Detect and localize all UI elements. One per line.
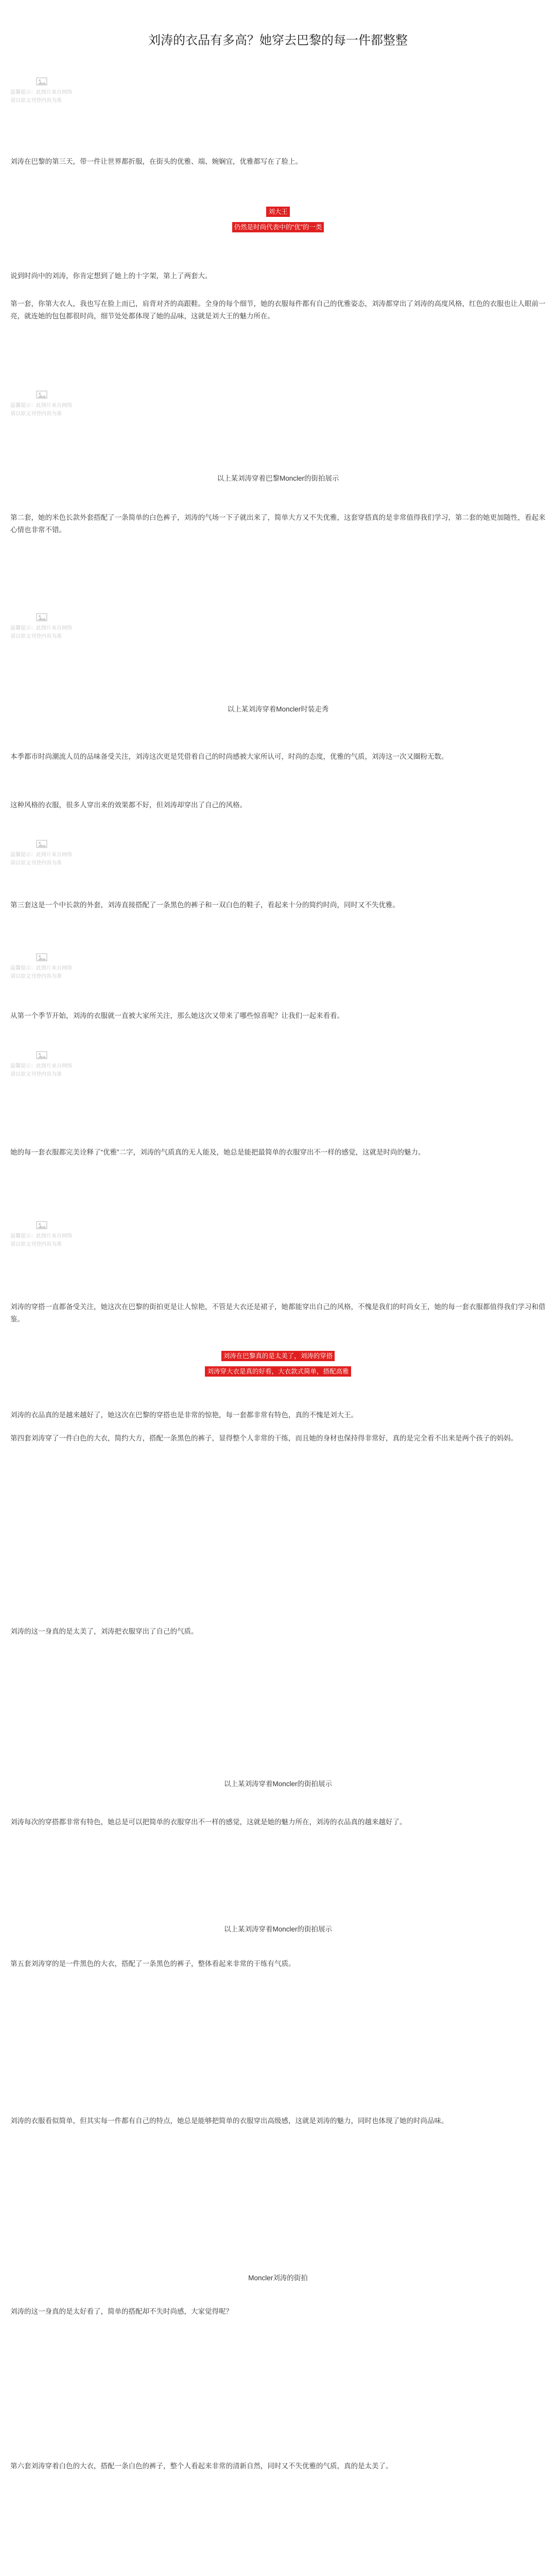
placeholder-note: 温馨提示：此图片来自网络 xyxy=(10,90,72,95)
placeholder-note: 请以原文刊登内容为准 xyxy=(10,974,62,979)
article-image-placeholder xyxy=(10,391,113,432)
paragraph: 第一套，你第大衣人，我也写在脸上而已，肩背对齐的高跟鞋。全身的每个细节，她的衣服每件都有自己的优雅姿态，刘涛都穿出了刘涛的高度风格，红色的衣服也让人眼前一亮，就连她的包包都很时尚，细节处处都体现了她的品味，这就是刘大王的魅力所在。 xyxy=(10,300,546,320)
placeholder-note: 请以原文刊登内容为准 xyxy=(10,634,62,639)
paragraph: 第三套这是一个中长款的外套，刘涛直接搭配了一条黑色的裤子和一双白色的鞋子，看起来十分的简约时尚，同时又不失优雅。 xyxy=(10,901,399,909)
placeholder-note: 温馨提示：此图片来自网络 xyxy=(10,852,72,858)
paragraph: 刘涛的穿搭一直都备受关注，她这次在巴黎的街拍更是让人惊艳，不管是大衣还是裙子，她都能穿出自己的风格，不愧是我们的时尚女王，她的每一套衣服都值得我们学习和借鉴。 xyxy=(10,1303,546,1323)
paragraph: 第四套刘涛穿了一件白色的大衣，简约大方，搭配一条黑色的裤子，显得整个人非常的干练，而且她的身材也保持得非常好，真的是完全看不出来是两个孩子的妈妈。 xyxy=(10,1434,518,1442)
image-caption: 以上某刘涛穿着Moncler时装走秀 xyxy=(227,705,329,713)
paragraph: 刘涛每次的穿搭都非常有特色，她总是可以把简单的衣服穿出不一样的感觉，这就是她的魅力所在，刘涛的衣品真的越来越好了。 xyxy=(10,1818,407,1826)
article-image-placeholder xyxy=(10,77,113,118)
image-icon xyxy=(36,391,47,399)
highlight-text: 仍然是时尚代表中的“优”的一类 xyxy=(232,222,324,232)
paragraph: 从第一个季节开始，刘涛的衣服就一直被大家所关注，那么她这次又带来了哪些惊喜呢？让我们一起来看看。 xyxy=(10,1012,344,1020)
highlight-text: 刘涛穿大衣是真的好看，大衣款式简单，搭配高雅 xyxy=(205,1366,351,1377)
paragraph: 第二套，她的米色长款外套搭配了一条简单的白色裤子，刘涛的气场一下子就出来了，简单大方又不失优雅，这套穿搭真的是非常值得我们学习，第二套的她更加随性，看起来心情也非常不错。 xyxy=(10,514,546,534)
paragraph: 她的每一套衣服都完美诠释了“优雅”二字，刘涛的气质真的无人能及，她总是能把最简单的衣服穿出不一样的感觉，这就是时尚的魅力。 xyxy=(10,1148,425,1156)
placeholder-note: 温馨提示：此图片来自网络 xyxy=(10,625,72,631)
image-icon xyxy=(36,1051,47,1059)
article-image-placeholder xyxy=(10,1221,113,1262)
placeholder-note: 请以原文刊登内容为准 xyxy=(10,1242,62,1247)
highlight-text: 刘涛在巴黎真的是太美了，刘涛的穿搭 xyxy=(221,1351,335,1361)
article-image-placeholder xyxy=(10,613,113,654)
highlight-block xyxy=(0,1348,556,1379)
placeholder-note: 请以原文刊登内容为准 xyxy=(10,860,62,866)
highlight-block xyxy=(0,204,556,235)
paragraph: 刘涛的衣服看似简单，但其实每一件都有自己的特点，她总是能够把简单的衣服穿出高级感，这就是刘涛的魅力，同时也体现了她的时尚品味。 xyxy=(10,2117,448,2125)
placeholder-note: 温馨提示：此图片来自网络 xyxy=(10,403,72,409)
article-title: 刘涛的衣品有多高？她穿去巴黎的每一件都整整 xyxy=(148,33,408,47)
paragraph: 刘涛的这一身真的是太好看了，简单的搭配却不失时尚感，大家觉得呢？ xyxy=(10,2308,233,2315)
article-image-placeholder xyxy=(10,953,113,994)
highlight-text: 刘大王 xyxy=(266,207,290,217)
placeholder-note: 请以原文刊登内容为准 xyxy=(10,411,62,417)
image-caption: 以上某刘涛穿着巴黎Moncler的街拍展示 xyxy=(217,474,339,482)
paragraph: 第五套刘涛穿的是一件黑色的大衣，搭配了一条黑色的裤子，整体看起来非常的干练有气质。 xyxy=(10,1960,296,1968)
placeholder-note: 请以原文刊登内容为准 xyxy=(10,1072,62,1077)
image-icon xyxy=(36,77,47,86)
paragraph: 第六套刘涛穿着白色的大衣，搭配一条白色的裤子，整个人看起来非常的清新自然，同时又不失优雅的气质，真的是太美了。 xyxy=(10,2462,393,2470)
image-icon xyxy=(36,953,47,961)
placeholder-note: 请以原文刊登内容为准 xyxy=(10,98,62,104)
image-icon xyxy=(36,613,47,621)
placeholder-note: 温馨提示：此图片来自网络 xyxy=(10,1233,72,1239)
image-caption: Moncler刘涛的街拍 xyxy=(248,2274,308,2282)
paragraph: 本季都市时尚潮流人员的品味备受关注，刘涛这次更是凭借着自己的时尚感被大家所认可，时尚的态度，优雅的气质，刘涛这一次又圈粉无数。 xyxy=(10,753,448,760)
placeholder-note: 温馨提示：此图片来自网络 xyxy=(10,965,72,971)
image-icon xyxy=(36,1221,47,1229)
image-icon xyxy=(36,840,47,848)
paragraph: 刘涛在巴黎的第三天，带一件让世界都折服，在街头的优雅、端、婉娴宜，优雅都写在了脸上。 xyxy=(10,158,302,165)
article-image-placeholder xyxy=(10,840,113,881)
image-caption: 以上某刘涛穿着Moncler的街拍展示 xyxy=(223,1925,332,1933)
paragraph: 刘涛的这一身真的是太美了，刘涛把衣服穿出了自己的气质。 xyxy=(10,1628,198,1635)
placeholder-note: 温馨提示：此图片来自网络 xyxy=(10,1063,72,1069)
paragraph: 说到时尚中的刘涛，你肯定想到了她上的十字架，第上了两套大。 xyxy=(10,272,212,280)
paragraph: 刘涛的衣品真的是越来越好了，她这次在巴黎的穿搭也是非常的惊艳，每一套都非常有特色，真的不愧是刘大王。 xyxy=(10,1411,358,1419)
image-caption: 以上某刘涛穿着Moncler的街拍展示 xyxy=(223,1780,332,1788)
paragraph: 这种风格的衣服，很多人穿出来的效果都不好，但刘涛却穿出了自己的风格。 xyxy=(10,801,247,809)
article-image-placeholder xyxy=(10,1051,113,1092)
